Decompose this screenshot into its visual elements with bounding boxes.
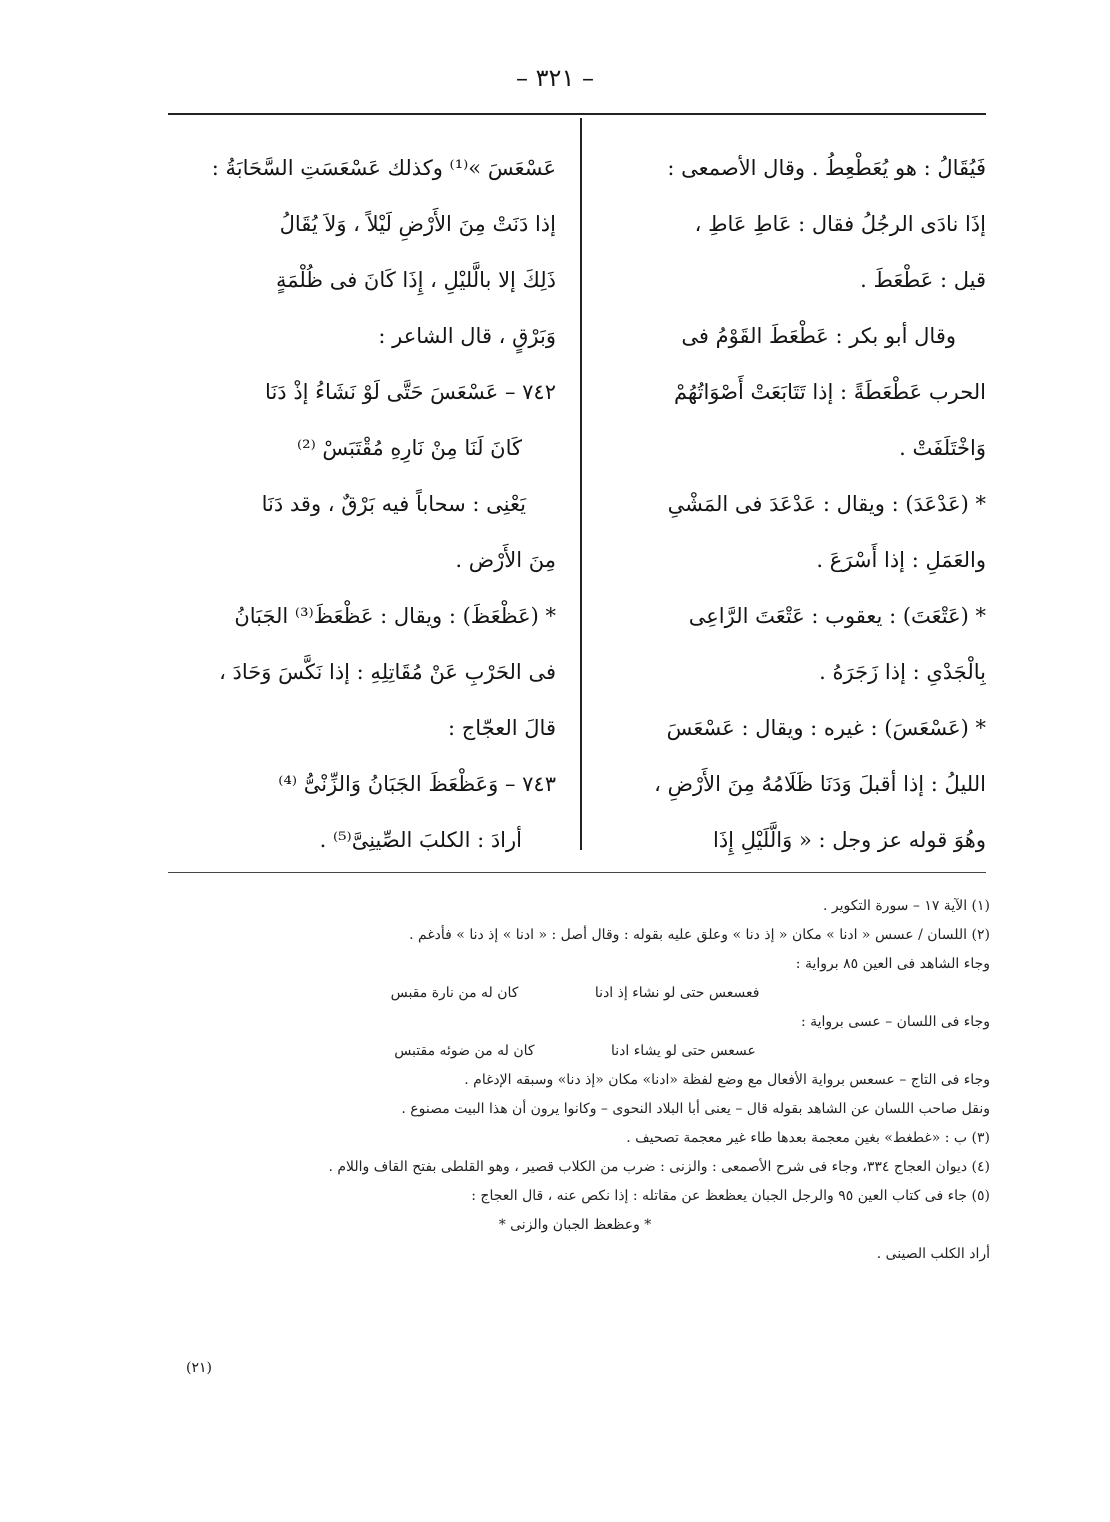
text-line: إذا دَنَتْ مِنَ الأَرْضِ لَيْلاً ، وَلاَ يُقَالُ [279, 212, 556, 236]
text-line: قالَ العجّاج : [448, 716, 556, 740]
footnote-verse [160, 1037, 990, 1066]
footnote-verse: * وعظعظ الجبان والزنى * [498, 1217, 652, 1233]
footnote-text: وجاء فى اللسان – عسى برواية : [800, 1014, 990, 1030]
text-line: عَسْعَسَ »⁽¹⁾ وكذلك عَسْعَسَتِ السَّحَابَةُ : [211, 156, 556, 180]
text-line: يَعْنِى : سحاباً فيه بَرْقٌ ، وقد دَنَا [261, 492, 526, 516]
footnote-text: وجاء فى التاج – عسعس برواية الأفعال مع وضع لفظة «ادنا» مكان «إذ دنا» وسبقه الإدغام . [464, 1072, 990, 1088]
footnote-verse [160, 979, 990, 1008]
text-line: وَبَرْقٍ ، قال الشاعر : [378, 324, 556, 348]
footnote-2: (٢) اللسان / عسس « ادنا » مكان « إذ دنا » وعلق عليه بقوله : وقال أصل : « ادنا » إذ دنا » فأدغم . [409, 927, 990, 943]
column-divider [580, 118, 582, 850]
header-rule [168, 113, 986, 115]
footnote-5: (٥) جاء فى كتاب العين ٩٥ والرجل الجبان يعظعظ عن مقاتله : إذا نكص عنه ، قال العجاج : [471, 1188, 990, 1204]
text-line: وهُوَ قوله عز وجل : « وَالَّلَيْلِ إِذَا [713, 828, 986, 852]
footnote-rule [168, 872, 986, 873]
verse-line: ٧٤٣ – وَعَظْعَظَ الجَبَانُ وَالزِّنْىُّ ⁽⁴⁾ [278, 772, 556, 796]
page-number: – ٣٢١ – [516, 64, 594, 92]
right-column [604, 140, 986, 868]
footnote-3: (٣) ب : «غطغط» بغين معجمة بعدها طاء غير معجمة تصحيف . [626, 1130, 990, 1146]
text-line: إذَا نادَى الرجُلُ فقال : عَاطِ عَاطِ ، [694, 212, 986, 236]
text-line: الحرب عَطْعَطَةً : إذا تَتَابَعَتْ أَصْوَاتُهُمْ [673, 380, 986, 404]
footnote-1: (١) الآية ١٧ – سورة التكوير . [823, 898, 990, 914]
footnote-text: أراد الكلب الصينى . [876, 1246, 990, 1262]
left-column [168, 140, 556, 868]
footnote-text: ونقل صاحب اللسان عن الشاهد بقوله قال – يعنى أبا البلاد النحوى – وكانوا يرون أن هذا البيت مصنوع . [401, 1101, 990, 1117]
verse-line: أرادَ : الكلبَ الصِّينِىَّ⁽⁵⁾ . [319, 828, 522, 852]
footnote-4: (٤) ديوان العجاج ٣٣٤، وجاء فى شرح الأصمعى : والزنى : ضرب من الكلاب قصير ، وهو القلطى بفتح القاف واللام . [328, 1159, 990, 1175]
verse-line: كَانَ لَنَا مِنْ نَارِهِ مُقْتَبَسْ ⁽²⁾ [296, 436, 522, 460]
footnote-text: وجاء الشاهد فى العين ٨٥ برواية : [795, 956, 990, 972]
entry-line: * (عَظْعَظَ) : ويقال : عَظْعَظَ⁽³⁾ الجَبَانُ [234, 604, 556, 628]
entry-line: * (عَتْعَتَ) : يعقوب : عَتْعَتَ الرَّاعِى [688, 604, 986, 628]
footnotes [160, 892, 990, 1269]
text-line: ذَلِكَ إلا بالَّليْلِ ، إِذَا كَانَ فى ظُلْمَةٍ [275, 268, 556, 292]
text-line: بِالْجَدْىِ : إذا زَجَرَهُ . [819, 660, 986, 684]
signature-mark: (٢١) [186, 1360, 212, 1376]
text-line: مِنَ الأَرْض . [455, 548, 556, 572]
verse-line: ٧٤٢ – عَسْعَسَ حَتَّى لَوْ نَشَاءُ إذْ دَنَا [265, 380, 556, 404]
verse-hemistich: كان له من نارة مقبس [390, 985, 519, 1001]
verse-hemistich: عسعس حتى لو يشاء ادنا [610, 1043, 756, 1059]
verse-hemistich: فعسعس حتى لو نشاء إذ ادنا [594, 985, 760, 1001]
text-line: قيل : عَطْعَطَ . [860, 268, 986, 292]
text-line: فَيُقَالُ : هو يُعَطْعِطُ . وقال الأصمعى : [667, 156, 986, 180]
verse-hemistich: كان له من ضوئه مقتبس [394, 1043, 535, 1059]
text-line: فى الحَرْبِ عَنْ مُقَاتِلِهِ : إذا نَكَّسَ وَحَادَ ، [219, 660, 556, 684]
text-line: وَاخْتَلَفَتْ . [899, 436, 986, 460]
text-line: الليلُ : إذا أقبلَ وَدَنَا ظَلَامُهُ مِنَ الأَرْضِ ، [654, 772, 986, 796]
entry-line: * (عَدْعَدَ) : ويقال : عَدْعَدَ فى المَشْىِ [667, 492, 986, 516]
entry-line: * (عَسْعَسَ) : غيره : ويقال : عَسْعَسَ [666, 716, 986, 740]
text-line: والعَمَلِ : إذا أَسْرَعَ . [816, 548, 986, 572]
text-line: وقال أبو بكر : عَطْعَطَ القَوْمُ فى [681, 324, 956, 348]
